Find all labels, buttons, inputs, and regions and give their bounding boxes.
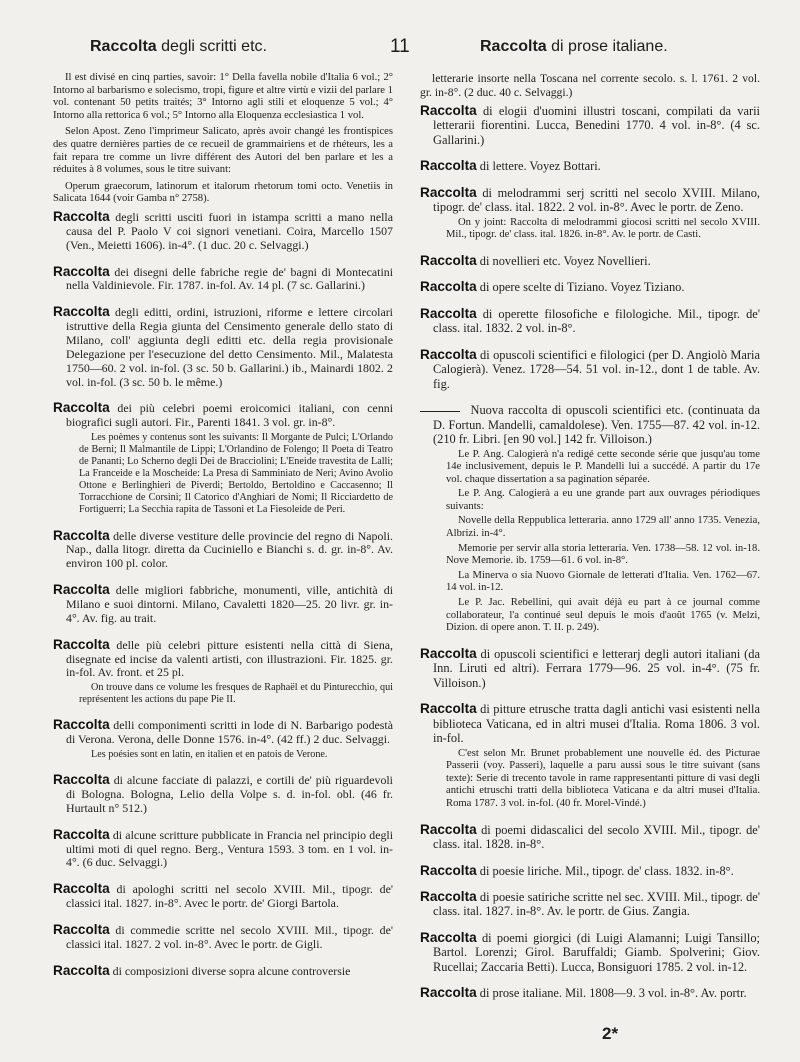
header-left [90, 38, 267, 56]
bibliography-entry [420, 186, 760, 242]
bibliography-entry [420, 890, 760, 919]
bibliography-entry [53, 305, 393, 389]
entry-text: dei disegni delle fabriche regie de' bagni di Montecatini nella Valdinievole. Fir. 1787. in-fol. Av. 14 pl. (7 sc. Gallarini.) [66, 264, 393, 293]
entry-keyword: Raccolta [53, 527, 110, 543]
entry-text: delle migliori fabbriche, monumenti, ville, antichità di Milano e suoi dintorni. Milano, Cavaletti 1820—25. 20 livr. gr. in-4°. Av. fig. au trait. [66, 583, 393, 625]
entry-text: di poemi giorgici (di Luigi Alamanni; Luigi Tansillo; Bartol. Lorenzi; Girol. Baruffaldi; Giamb. Spolverini; Giov. Rucellai; Zaccaria Betti). Lucca, Bonsiguori 1785. 2 vol. in-12. [433, 930, 760, 974]
bibliography-entry [53, 265, 393, 294]
entry-note: Le P. Ang. Calogierà a eu une grande part aux ouvrages périodiques suivants: [446, 488, 760, 512]
entry-note: Memorie per servir alla storia letteraria. Ven. 1738—58. 12 vol. in-18. Nove Memorie. ib. 1759—61. 6 vol. in-8°. [446, 542, 760, 567]
entry-keyword: Raccolta [420, 279, 477, 295]
entry-note: On trouve dans ce volume les fresques de Raphaël et du Pinturecchio, qui représentent les actions du pape Pie II. [79, 682, 393, 706]
bibliography-entry [420, 823, 760, 852]
entry-text: di prose italiane. Mil. 1808—9. 3 vol. in-8°. Av. portr. [476, 986, 747, 1001]
entry-text: delle più celebri pitture esistenti nella città di Siena, disegnate ed incise da valenti artisti, con illustrazioni. Fir. 1825. gr. in-fol. Av. front. et 25 pl. [66, 637, 393, 680]
entry-keyword: Raccolta [53, 922, 110, 938]
continued-entry: letterarie insorte nella Toscana nel corrente secolo. s. l. 1761. 2 vol. gr. in-8°. (2 duc. 40 c. Selvaggi.) [420, 72, 760, 99]
bibliography-entry [53, 529, 393, 572]
page-number: 11 [390, 36, 410, 57]
entry-text: di opuscoli scientifici e filologici (per D. Angiolò Maria Calogierà). Venez. 1728—54. 51 vol. in-12., dont 1 de table. Av. fig. [433, 347, 760, 391]
entry-keyword: Raccolta [53, 717, 110, 733]
entry-keyword: Raccolta [420, 821, 477, 837]
entry-text: di operette filosofiche e filologiche. Mil., tipogr. de' class. ital. 1832. 2 vol. in-8°. [433, 306, 760, 336]
continuation-dash [420, 411, 460, 412]
entry-note: Les poèmes y contenus sont les suivants: Il Morgante de Pulci; L'Orlando de Berni; Il Malmantile de Lippi; L'Orlandino de Folengo; Il Poeta di Teatro de Pananti; Lo Scherno degli Dei de Bracciolini; L'Eneide travestita de Lalli; La Franceide e la Moscheide: La Presa di Samminiato de Neri; Avino Avolio Ottone e Berlinghieri de Piverdi; Bertoldo, Bertoldino e Caccasenno; Il Torracchione de Corsini; Il Catorico d'Anghiari de Nomi; Il Ricciardetto de Fortiguerri; La Secchia rapita de Tassoni et La Fiesoleide de Peri. [79, 432, 393, 516]
running-header [0, 38, 800, 60]
bibliography-entry [53, 923, 393, 952]
bibliography-entry [420, 702, 760, 810]
entry-keyword: Raccolta [420, 184, 477, 200]
entry-note: Le P. Jac. Rebellini, qui avait déjà eu part à ce journal comme collaborateur, l'a continué seul depuis le mois d'août 1765 (v. Melzi, Dizion. di opere anon. T. II. p. 249). [446, 597, 760, 634]
entry-keyword: Raccolta [53, 400, 110, 416]
bibliography-entry [420, 254, 760, 268]
entry-text: delle diverse vestiture delle provincie del regno di Napoli. Nap., dalla litogr. diretta da Cuciniello e Bianchi s. d. gr. in-8°. Av. environ 100 pl. color. [66, 528, 393, 571]
entry-keyword: Raccolta [420, 889, 477, 904]
bibliography-entry [53, 583, 393, 626]
entry-note: Novelle della Reppublica letteraria. anno 1729 all' anno 1735. Venezia, Albrizi. in-4°. [446, 515, 760, 540]
lead-paragraph: Il est divisé en cinq parties, savoir: 1° Della favella nobile d'Italia 6 vol.; 2° Intorno al barbarismo e solecismo, tropi, figure et altre virtù e vizii del parlare 1 vol. contenant 50 petits traités; 3° Intorno agli stili et eloquenze 5 vol.; 4° Intorno alla rettorica 6 vol.; 5° Intorno alla Eloquenza ecclesiastica 1 vol. [53, 72, 393, 121]
entry-keyword: Raccolta [53, 636, 110, 652]
entry-text: di apologhi scritti nel secolo XVIII. Mil., tipogr. de' classici ital. 1827. in-8°. Avec le portr. de' Giorgi Bartola. [66, 882, 393, 911]
entry-keyword: Raccolta [420, 158, 477, 174]
entry-text: di lettere. Voyez Bottari. [476, 159, 601, 174]
entry-text: di opuscoli scientifici e letterarj degli autori italiani (da Inn. Liruti ed altri). Ferrara 1779—96. 25 vol. in-4°. (75 fr. Villoison.) [433, 646, 760, 690]
entry-text: di commedie scritte nel secolo XVIII. Mil., tipogr. de' classici ital. 1827. 2 vol. in-8°. Avec le portr. de Gigli. [66, 923, 393, 951]
bibliography-entry [53, 401, 393, 516]
entry-keyword: Raccolta [53, 826, 110, 842]
entry-text: di alcune facciate di palazzi, e cortili de' più riguardevoli di Bologna. Bologna, Lelio della Volpe s. d. in-fol. obl. (46 fr. Hurtault n° 512.) [66, 773, 393, 815]
bibliography-entry [420, 647, 760, 690]
bibliography-entry [420, 280, 760, 294]
entry-keyword: Raccolta [420, 346, 477, 362]
entry-keyword: Raccolta [53, 582, 110, 598]
entry-keyword: Raccolta [420, 701, 477, 717]
entry-text: di opere scelte di Tiziano. Voyez Tiziano. [476, 280, 685, 295]
entry-text: degli editti, ordini, istruzioni, riforme e lettere circolari istruttive della Regia giunta del Censimento generale dello stato di Milano, coll' aggiunta degli editti etc. della regia provisionale Delegazione per l'esecuzione del detto Censimento. Mil., Malatesta 1750—60. 2 vol. in-fol. (3 sc. 50 b. Gallarini.) ib., Mainardi 1802. 2 vol. in-fol. (3 sc. 50 b. le même.) [66, 305, 393, 389]
entry-keyword: Raccolta [53, 208, 110, 224]
bibliography-entry [420, 864, 760, 878]
bibliography-entry [53, 882, 393, 911]
entry-text: di novellieri etc. Voyez Novellieri. [476, 253, 651, 268]
entry-keyword: Raccolta [420, 102, 477, 118]
entry-keyword: Raccolta [53, 881, 110, 897]
bibliography-entry [53, 638, 393, 707]
entry-note: Les poésies sont en latin, en italien et en patois de Verone. [91, 749, 328, 761]
entry-keyword: Raccolta [420, 862, 477, 878]
bibliography-entry [420, 931, 760, 974]
header-left-title: degli scritti etc. [156, 38, 267, 55]
entry-keyword: Raccolta [53, 263, 110, 279]
entry-text: di poemi didascalici del secolo XVIII. Mil., tipogr. de' class. ital. 1828. in-8°. [433, 822, 760, 852]
lead-paragraph: Operum graecorum, latinorum et italorum rhetorum tomi octo. Venetiis in Salicata 1644 (voir Gamba n° 2758). [53, 180, 393, 205]
entry-note: On y joint: Raccolta di melodrammi giocosi scritti nel secolo XVIII. Mil., tipogr. de' class. ital. 1826. in-8°. Av. le portr. de Casti. [446, 216, 760, 241]
header-right-title: di prose italiane. [546, 38, 668, 55]
bibliography-entry [420, 159, 760, 173]
entry-text: di composizioni diverse sopra alcune controversie [109, 963, 351, 978]
entry-keyword: Raccolta [53, 962, 110, 978]
entry-keyword: Raccolta [420, 929, 477, 945]
lead-paragraph: Selon Apost. Zeno l'imprimeur Salicato, après avoir changé les frontispices des quatre dernières parties de ce recueil de grammairiens et de rhéteurs, les a fait repara tre comme un livre différent des Autori del ben parlare et les a réduites à 8 volumes, sous le titre suivant: [53, 126, 393, 176]
bibliography-entry [53, 210, 393, 253]
entry-text: degli scritti usciti fuori in istampa scritti a mano nella causa del P. Paolo V coi signori venetiani. Coira, Marcello 1507 (Ven., Meietti 1606). in-4°. (1 duc. 20 c. Selvaggi.) [66, 209, 393, 252]
entry-text: di melodrammi serj scritti nel secolo XVIII. Milano, tipogr. de' class. ital. 1822. 2 vol. in-8°. Avec le portr. de Zeno. [433, 185, 760, 215]
entry-note: La Minerva o sia Nuovo Giornale de letterati d'Italia. Ven. 1762—67. 14 vol. in-12. [446, 569, 760, 594]
entry-keyword: Raccolta [53, 772, 110, 788]
bibliography-entry [420, 348, 760, 391]
entry-text: dei più celebri poemi eroicomici italiani, con cenni biografici sugli autori. Fir., Parenti 1841. 3 vol. gr. in-8°. [66, 401, 393, 430]
entry-note: C'est selon Mr. Brunet probablement une nouvelle éd. des Picturae Passerii (voy. Passeri), laquelle a paru aussi sous le titre suivant (sans texte): Serie di trecento tavole in rame rappresentanti pitture di vasi degli antichi etruschi tratti della biblioteca Vaticana e da altri musei d'Italia. Roma 1787. 3 vol. in-fol. (40 fr. Morel-Vindé.) [446, 747, 760, 809]
bibliography-entry [53, 964, 393, 979]
bibliography-entry [53, 828, 393, 871]
entry-keyword: Raccolta [420, 252, 477, 268]
entry-text: di pitture etrusche tratta dagli antichi vasi esistenti nella biblioteca Vaticana, ed in altri musei d'Italia. Roma 1806. 3 vol. in-fol. [433, 702, 760, 746]
entry-text: Nuova raccolta di opuscoli scientifici etc. (continuata da D. Fortun. Mandelli, camaldolese). Ven. 1755—87. 42 vol. in-12. (210 fr. Libri. [en 90 vol.] 142 fr. Villoison.) [433, 403, 760, 447]
signature-mark: 2* [602, 1024, 619, 1043]
bibliography-entry [420, 403, 760, 635]
entry-keyword: Raccolta [420, 985, 477, 1001]
left-column [53, 72, 393, 991]
entry-text: di alcune scritture pubblicate in Francia nel principio degli ultimi moti di quel regno. Berg., Ventura 1593. 3 tom. en 1 vol. in-4°. (6 duc. Selvaggi.) [66, 827, 393, 870]
entry-keyword: Raccolta [53, 304, 110, 320]
bibliography-entry [420, 307, 760, 336]
header-right [480, 38, 668, 56]
right-column [420, 72, 760, 1013]
bibliography-entry [53, 718, 393, 761]
entry-text: di poesie liriche. Mil., tipogr. de' class. 1832. in-8°. [476, 863, 734, 878]
entry-text: di elogii d'uomini illustri toscani, compilati da varii letterarii fiorentini. Lucca, Benedini 1770. 4 vol. in-8°. (4 sc. Gallarini.) [433, 103, 760, 147]
entry-text: delli componimenti scritti in lode di N. Barbarigo podestà di Verona. Verona, delle Donne 1576. in-4°. (42 ff.) 2 duc. Selvaggi. [66, 718, 393, 747]
header-right-keyword: Raccolta [480, 38, 547, 55]
header-left-keyword: Raccolta [90, 38, 157, 55]
entry-text: di poesie satiriche scritte nel sec. XVIII. Mil., tipogr. de' class. ital. 1827. in-8°. Av. le portr. de Gius. Zangia. [433, 890, 760, 919]
entry-keyword: Raccolta [420, 645, 477, 661]
bibliography-entry [420, 104, 760, 147]
entry-keyword: Raccolta [420, 305, 477, 321]
entry-note: Le P. Ang. Calogierà n'a redigé cette seconde série que jusqu'au tome 14e inclusivement, depuis le P. Mandelli lui a succédé. A partir du 17e vol. chaque dissertation a sa pagination séparée. [446, 448, 760, 485]
bibliography-entry [53, 773, 393, 816]
bibliography-entry [420, 986, 760, 1000]
